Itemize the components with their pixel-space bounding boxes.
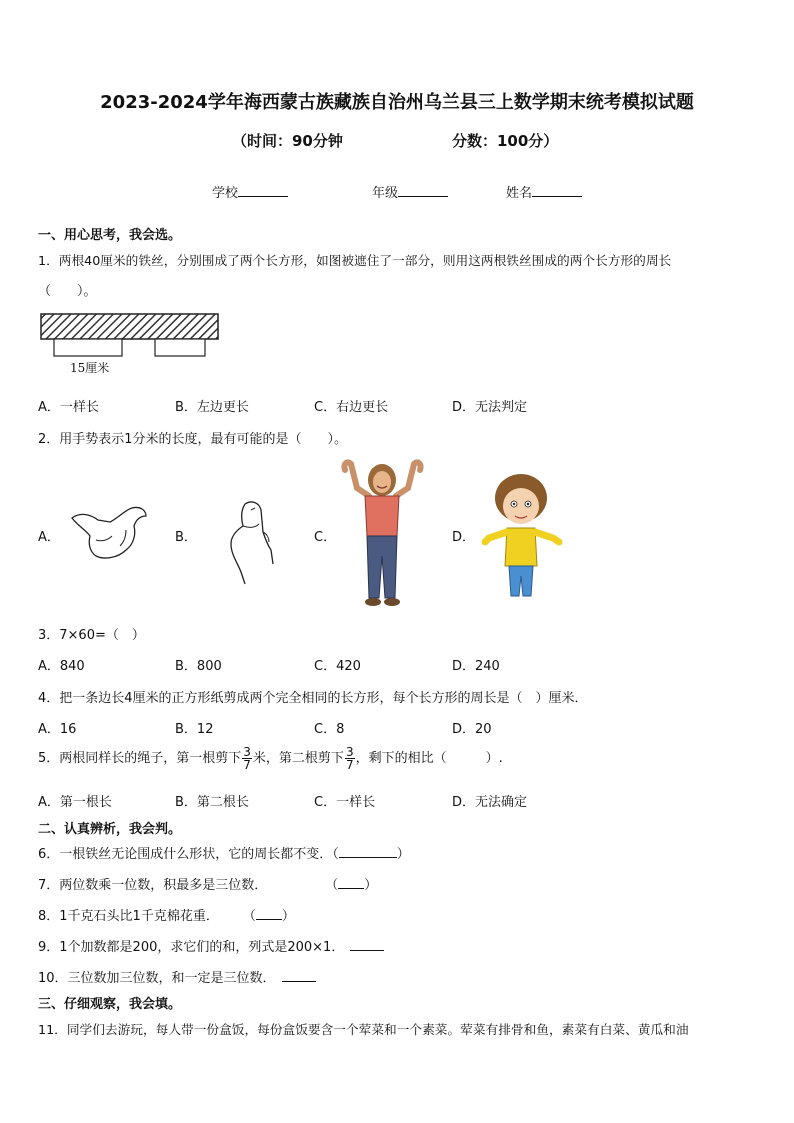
q1-text: 1．两根40厘米的铁丝，分别围成了两个长方形，如图被遮住了一部分，则用这两根铁丝围成的两个长方形的周长: [38, 253, 672, 268]
school-field: [212, 182, 288, 201]
q2-label-d: D．: [452, 530, 476, 545]
q10-text: 10．三位数加三位数，和一定是三位数．: [38, 971, 276, 986]
q8-line: [38, 905, 295, 924]
q5-option-c: C．一样长: [314, 795, 376, 810]
q5-fraction-2: [345, 746, 355, 771]
q8-text: 8．1千克石头比1千克棉花重．: [38, 909, 219, 924]
q7-answer-blank: [338, 876, 364, 889]
q11-text: 11．同学们去游玩，每人带一份盒饭，每份盒饭要含一个荤菜和一个素菜。荤菜有排骨和鱼，素菜有白菜、黄瓜和油: [38, 1022, 689, 1037]
q1-option-a: A．一样长: [38, 400, 99, 415]
q6-answer-blank: [339, 845, 397, 858]
cover-bar: [41, 314, 218, 339]
grade-label: 年级: [372, 186, 399, 201]
boy-arms-out-image: [483, 472, 563, 598]
q6-text: 6．一根铁丝无论围成什么形状，它的周长都不变．（: [38, 847, 339, 862]
q3-option-a: A．840: [38, 659, 85, 674]
name-label: 姓名: [506, 186, 533, 201]
q5-frac1-num: 3: [243, 745, 251, 759]
q4-option-d: D．20: [452, 722, 492, 737]
grade-blank: [398, 184, 448, 197]
q7-close: ）: [364, 878, 378, 893]
name-blank: [532, 184, 582, 197]
q3-text: 3．7×60=（ ）: [38, 628, 145, 643]
section-1-heading: 一、用心思考，我会选。: [38, 228, 182, 243]
q1-figure-label: 15厘米: [70, 361, 110, 375]
q1-text-cont: （ ）。: [38, 284, 97, 299]
q9-text: 9．1个加数都是200，求它们的和，列式是200×1．: [38, 940, 345, 955]
exam-score: 分数：100分）: [452, 132, 559, 150]
q3-option-d: D．240: [452, 659, 500, 674]
q5-frac2-num: 3: [345, 745, 354, 759]
q2-label-c: C．: [314, 530, 337, 545]
section-3-heading: 三、仔细观察，我会填。: [38, 997, 182, 1012]
q5-part2: 米，第二根剪下: [252, 751, 344, 766]
q4-option-c: C．8: [314, 722, 345, 737]
q4-text: 4．把一条边长4厘米的正方形纸剪成两个完全相同的长方形，每个长方形的周长是（ ）厘米．: [38, 691, 588, 706]
person-arms-raised-image: [335, 458, 430, 610]
section-2-heading: 二、认真辨析，我会判。: [38, 822, 182, 837]
q2-label-b: B．: [175, 530, 197, 545]
page-title: 2023-2024学年海西蒙古族藏族自治州乌兰县三上数学期末统考模拟试题: [100, 92, 694, 113]
school-label: 学校: [212, 186, 239, 201]
school-blank: [238, 184, 288, 197]
q10-line: [38, 967, 316, 986]
grade-field: [372, 182, 448, 201]
q6-line: [38, 843, 410, 862]
q2-text: 2．用手势表示1分米的长度，最有可能的是（ ）。: [38, 432, 348, 447]
q9-answer-blank: [350, 938, 384, 951]
q4-option-b: B．12: [175, 722, 214, 737]
q1-option-d: D．无法判定: [452, 400, 528, 415]
q5-option-d: D．无法确定: [452, 795, 528, 810]
q9-line: [38, 936, 384, 955]
q8-close: ）: [281, 909, 295, 924]
left-rectangle: [54, 339, 122, 356]
exam-time: （时间：90分钟: [232, 132, 343, 150]
q2-label-a: A．: [38, 530, 60, 545]
q5-text: [38, 746, 503, 771]
q5-fraction-1: [242, 746, 252, 771]
hand-gesture-a-image: [70, 500, 150, 565]
q3-option-c: C．420: [314, 659, 361, 674]
q5-option-a: A．第一根长: [38, 795, 112, 810]
hand-gesture-b-image: [215, 498, 280, 588]
q5-part3: ，剩下的相比（ ）.: [355, 751, 503, 766]
q1-option-c: C．右边更长: [314, 400, 389, 415]
q1-rectangles-figure: [38, 312, 228, 378]
q5-part1: 5．两根同样长的绳子，第一根剪下: [38, 751, 242, 766]
q4-option-a: A．16: [38, 722, 77, 737]
q1-option-b: B．左边更长: [175, 400, 249, 415]
name-field: [506, 182, 582, 201]
q5-option-b: B．第二根长: [175, 795, 249, 810]
q6-close: ）: [396, 847, 410, 862]
q8-answer-blank: [256, 907, 282, 920]
q7-open: （: [325, 878, 339, 893]
q5-frac1-den: 7: [243, 758, 251, 772]
q3-option-b: B．800: [175, 659, 222, 674]
q5-frac2-den: 7: [345, 758, 354, 772]
q8-open: （: [242, 909, 256, 924]
right-rectangle: [155, 339, 205, 356]
q7-line: [38, 874, 377, 893]
q10-answer-blank: [282, 969, 316, 982]
q7-text: 7．两位数乘一位数，积最多是三位数．: [38, 878, 268, 893]
